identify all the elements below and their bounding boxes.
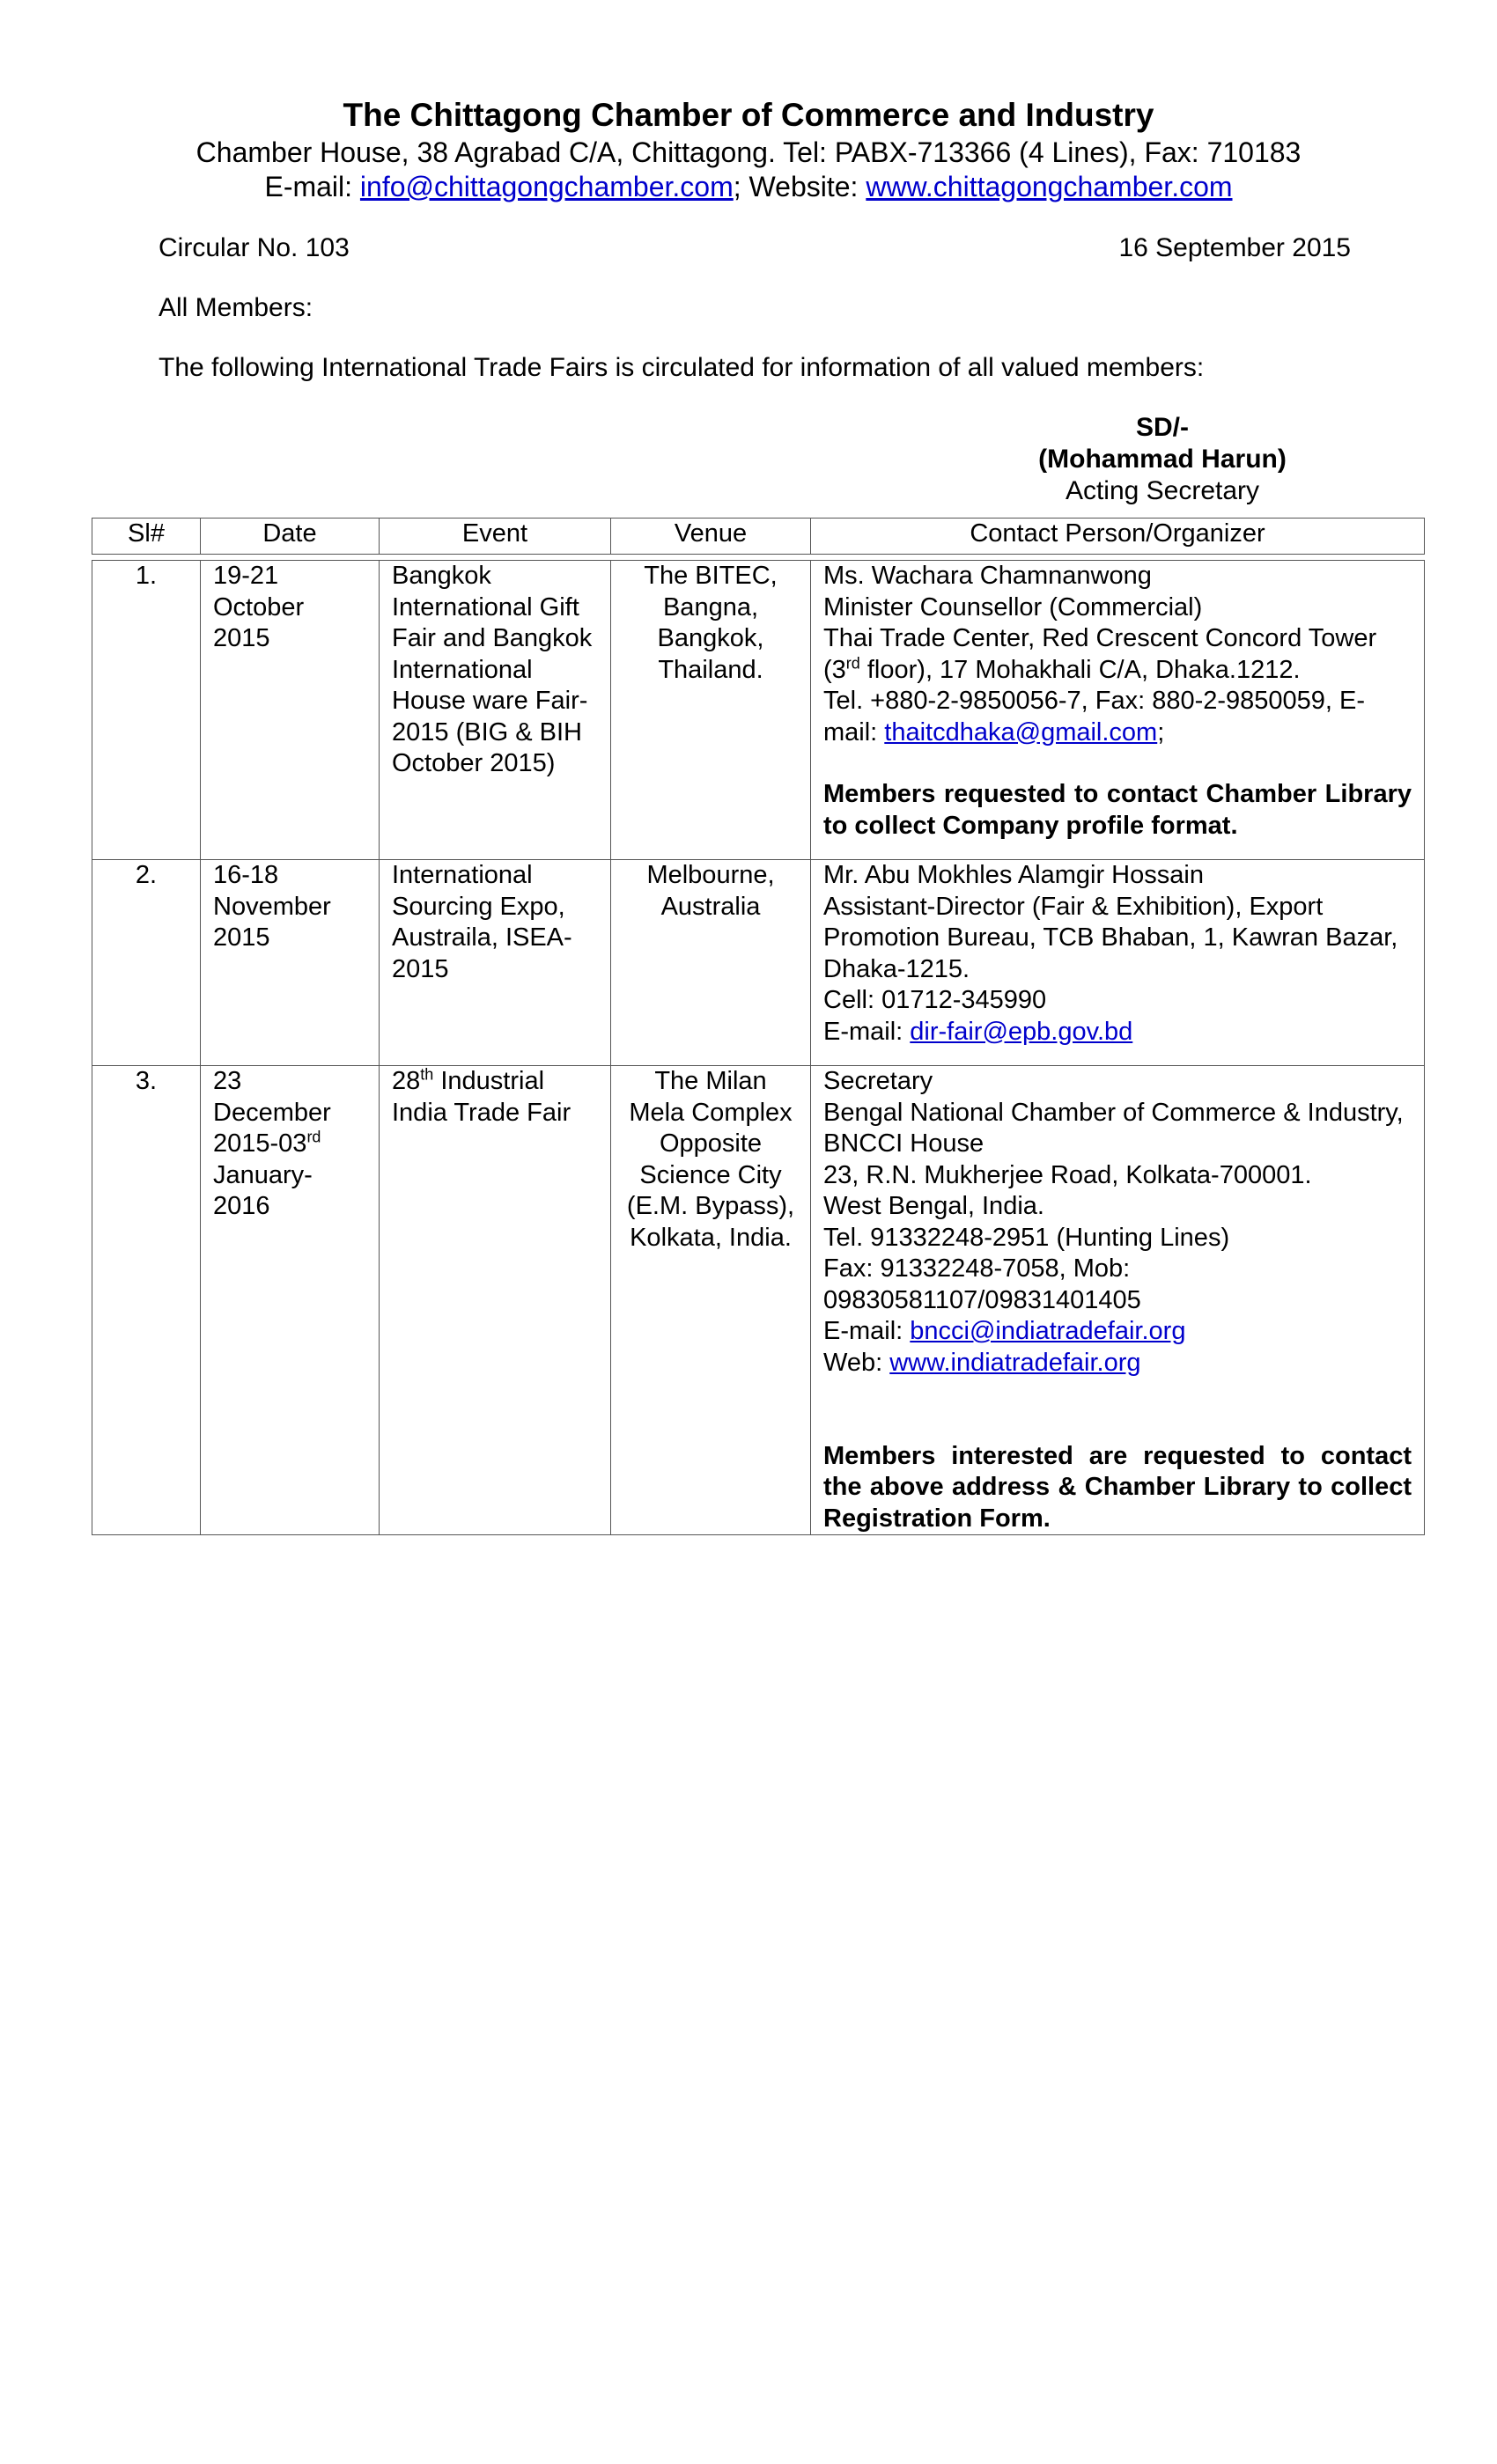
intro-text: The following International Trade Fairs is circulated for information of all valued members: <box>159 353 1205 382</box>
row-event: Bangkok International Gift Fair and Bangkok International House ware Fair-2015 (BIG & BIH October 2015) <box>380 561 611 860</box>
table-row <box>92 1066 1425 1535</box>
circular-date: 16 September 2015 <box>1118 233 1351 262</box>
row-date: 16-18 November 2015 <box>201 860 380 1066</box>
contact-web-link[interactable]: www.indiatradefair.org <box>889 1348 1141 1377</box>
contact-note: Members interested are requested to contact the above address & Chamber Library to collect Registration Form. <box>823 1441 1412 1533</box>
contact-tel-email: Tel. +880-2-9850056-7, Fax: 880-2-9850059, E-mail: thaitcdhaka@gmail.com; <box>823 687 1366 747</box>
row-contact <box>811 1066 1425 1535</box>
row-venue: The Milan Mela Complex Opposite Science City (E.M. Bypass), Kolkata, India. <box>611 1066 811 1535</box>
row-venue: Melbourne, Australia <box>611 860 811 1066</box>
trade-fairs-table <box>92 518 1425 1535</box>
row-event: 28th Industrial India Trade Fair <box>380 1066 611 1535</box>
organization-title: The Chittagong Chamber of Commerce and Industry <box>343 97 1154 133</box>
row-sl: 3. <box>92 1066 201 1535</box>
row-venue: The BITEC, Bangna, Bangkok, Thailand. <box>611 561 811 860</box>
table-row <box>92 860 1425 1066</box>
row-date: 23 December 2015-03rd January-2016 <box>201 1066 380 1535</box>
contact-title: Assistant-Director (Fair & Exhibition), Export Promotion Bureau, TCB Bhaban, 1, Kawran Bazar, Dhaka-1215. <box>823 892 1398 983</box>
contact-name: Ms. Wachara Chamnanwong <box>823 562 1152 590</box>
header-contact: Contact Person/Organizer <box>811 519 1425 555</box>
contact-address-floor: (3rd floor), 17 Mohakhali C/A, Dhaka.1212. <box>823 653 1301 684</box>
contact-email-link[interactable]: thaitcdhaka@gmail.com <box>884 717 1158 747</box>
contact-address: 23, R.N. Mukherjee Road, Kolkata-700001. <box>823 1160 1312 1189</box>
contact-web: Web: www.indiatradefair.org <box>823 1348 1141 1377</box>
contact-tel: Tel. 91332248-2951 (Hunting Lines) <box>823 1223 1230 1252</box>
signatory-name: (Mohammad Harun) <box>1038 445 1287 474</box>
row-date: 19-21 October 2015 <box>201 561 380 860</box>
contact-email-link[interactable]: bncci@indiatradefair.org <box>910 1317 1186 1345</box>
circular-number: Circular No. 103 <box>159 233 350 262</box>
letterhead <box>0 95 1497 204</box>
website-label: ; Website: <box>733 171 866 202</box>
header-sl: Sl# <box>92 519 201 555</box>
contact-name: Secretary <box>823 1067 933 1095</box>
contact-email-link[interactable]: dir-fair@epb.gov.bd <box>910 1017 1133 1046</box>
contact-fax: Fax: 91332248-7058, Mob: 09830581107/09831401405 <box>823 1254 1141 1314</box>
row-sl: 2. <box>92 860 201 1066</box>
signature-sd: SD/- <box>1136 413 1189 442</box>
contact-title: Minister Counsellor (Commercial) <box>823 592 1203 622</box>
contact-note: Members requested to contact Chamber Library to collect Company profile format. <box>823 780 1412 840</box>
organization-email-link[interactable]: info@chittagongchamber.com <box>359 171 734 202</box>
row-event: International Sourcing Expo, Austraila, ISEA-2015 <box>380 860 611 1066</box>
row-contact <box>811 860 1425 1066</box>
contact-region: West Bengal, India. <box>823 1192 1044 1220</box>
organization-website-link[interactable]: www.chittagongchamber.com <box>866 171 1233 202</box>
contact-org: Bengal National Chamber of Commerce & Industry, BNCCI House <box>823 1098 1404 1158</box>
circular-line <box>159 231 1351 266</box>
table-row <box>92 561 1425 860</box>
contact-name: Mr. Abu Mokhles Alamgir Hossain <box>823 861 1204 889</box>
contact-line <box>0 170 1497 204</box>
organization-address: Chamber House, 38 Agrabad C/A, Chittagong. Tel: PABX-713366 (4 Lines), Fax: 710183 <box>195 136 1302 168</box>
header-event: Event <box>380 519 611 555</box>
table-header-row <box>92 519 1425 555</box>
row-contact <box>811 561 1425 860</box>
contact-address: Thai Trade Center, Red Crescent Concord Tower <box>823 624 1377 652</box>
contact-cell: Cell: 01712-345990 <box>823 986 1047 1014</box>
email-label: E-mail: <box>264 171 360 202</box>
header-date: Date <box>201 519 380 555</box>
signature-block <box>986 412 1338 507</box>
salutation: All Members: <box>159 293 313 322</box>
header-venue: Venue <box>611 519 811 555</box>
signatory-designation: Acting Secretary <box>1065 476 1260 505</box>
row-sl: 1. <box>92 561 201 860</box>
contact-email: E-mail: dir-fair@epb.gov.bd <box>823 1017 1133 1046</box>
header-spacer <box>92 555 1425 561</box>
contact-email: E-mail: bncci@indiatradefair.org <box>823 1317 1186 1345</box>
